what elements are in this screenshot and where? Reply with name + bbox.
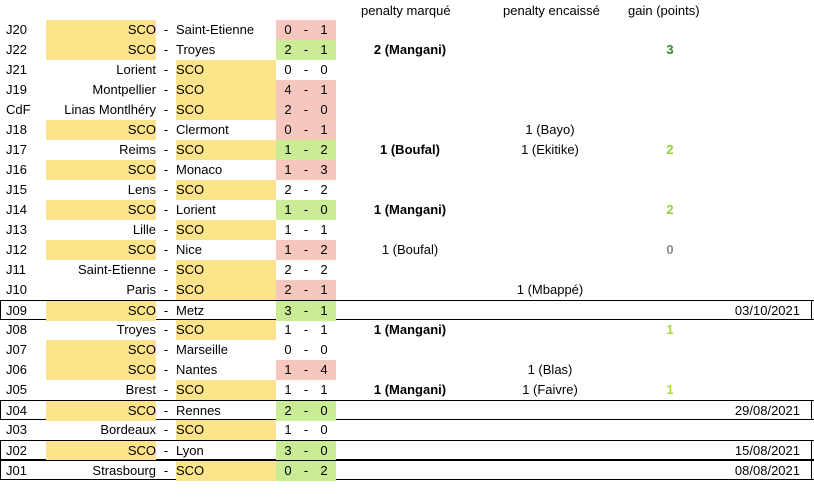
match-date [700,220,800,240]
match-date [700,80,800,100]
score [276,401,336,421]
match-date [700,120,800,140]
penalty-conceded [480,420,620,440]
match-date [700,60,800,80]
home-team: SCO [46,160,156,180]
penalty-conceded [480,461,620,481]
penalty-conceded: 1 (Mbappé) [516,282,584,297]
match-date: 08/08/2021 [734,463,800,478]
score [276,120,336,140]
away-score: 1 [320,282,328,297]
home-score: 2 [284,403,292,418]
away-team: SCO [176,280,276,300]
home-score: 2 [284,102,292,117]
home-score: 3 [284,443,292,458]
home-team: SCO [46,120,156,140]
penalty-scored [340,441,480,461]
team-separator: - [163,82,169,97]
score [276,140,336,160]
table-row [0,20,814,40]
away-team: Saint-Etienne [176,22,255,37]
round-label: J19 [6,82,27,97]
table-row [0,380,814,400]
away-team: SCO [176,260,276,280]
away-score: 1 [320,322,328,337]
score-separator: - [303,362,309,377]
round-label: J11 [6,262,26,277]
home-score: 3 [284,303,292,318]
match-date [700,40,800,60]
away-score: 0 [320,403,328,418]
match-date [700,200,800,220]
match-date [700,100,800,120]
home-team: SCO [46,360,156,380]
penalty-conceded [480,180,620,200]
home-team: SCO [46,401,156,421]
score [276,420,336,440]
team-separator: - [163,282,169,297]
score [276,280,336,300]
score-separator: - [303,282,309,297]
team-separator: - [163,303,169,318]
score-separator: - [303,222,309,237]
home-score: 0 [284,22,292,37]
penalty-scored [340,80,480,100]
home-team: SCO [46,340,156,360]
score-separator: - [303,443,309,458]
team-separator: - [163,42,169,57]
team-separator: - [163,102,169,117]
table-row [0,120,814,140]
home-score: 1 [284,322,292,337]
penalty-scored [340,120,480,140]
away-team: Troyes [176,42,216,57]
table-row [0,180,814,200]
round-label: J02 [6,443,27,458]
away-team: SCO [176,220,276,240]
home-team: Paris [126,282,156,297]
round-label: J04 [6,403,27,418]
table-row [0,140,814,160]
penalty-scored [340,280,480,300]
round-label: J20 [6,22,27,37]
penalty-conceded [480,200,620,220]
points-gain: 2 [666,202,674,217]
round-label: J03 [6,422,27,437]
penalty-scored [340,260,480,280]
penalty-scored [340,220,480,240]
penalty-conceded [480,160,620,180]
home-score: 0 [284,62,292,77]
home-team: SCO [46,40,156,60]
round-label: J21 [6,62,27,77]
table-row [0,320,814,340]
header-gain: gain (points) [628,3,700,18]
score-separator: - [303,182,309,197]
score [276,180,336,200]
penalty-conceded [480,100,620,120]
round-label: J22 [6,42,27,57]
away-team: Monaco [176,162,223,177]
score [276,40,336,60]
round-label: J18 [6,122,27,137]
table-row [0,100,814,120]
table-row [0,440,814,460]
round-label: J06 [6,362,27,377]
score [276,160,336,180]
team-separator: - [163,322,169,337]
table-row [0,300,814,320]
penalty-conceded [480,260,620,280]
away-team: SCO [176,420,276,440]
penalty-scored [340,180,480,200]
penalty-scored [340,100,480,120]
round-label: J01 [6,463,27,478]
table-row [0,60,814,80]
away-team: Marseille [176,342,229,357]
penalty-conceded [480,220,620,240]
match-date [700,240,800,260]
away-score: 1 [320,303,328,318]
home-team: SCO [46,240,156,260]
home-score: 2 [284,42,292,57]
team-separator: - [163,22,169,37]
team-separator: - [163,62,169,77]
away-score: 2 [320,182,328,197]
header-penalty-marque: penalty marqué [361,3,451,18]
away-team: Lorient [176,202,216,217]
home-score: 1 [284,242,292,257]
match-date [700,160,800,180]
score-separator: - [303,382,309,397]
score-separator: - [303,303,309,318]
table-row [0,280,814,300]
penalty-conceded [480,40,620,60]
team-separator: - [163,162,169,177]
home-score: 1 [284,362,292,377]
table-row [0,360,814,380]
match-date [700,180,800,200]
table-row [0,400,814,420]
round-label: J15 [6,182,27,197]
table-row [0,260,814,280]
score-separator: - [303,62,309,77]
away-score: 1 [320,82,328,97]
team-separator: - [163,262,169,277]
penalty-conceded: 1 (Faivre) [522,382,578,397]
points-gain: 0 [666,242,674,257]
home-score: 2 [284,262,292,277]
penalty-scored: 1 (Mangani) [373,322,447,337]
header-penalty-encaisse: penalty encaissé [503,3,600,18]
away-score: 0 [320,342,328,357]
score [276,360,336,380]
away-score: 0 [320,62,328,77]
match-date [700,320,800,340]
penalty-scored: 1 (Boufal) [380,142,440,157]
match-date: 15/08/2021 [734,443,800,458]
away-score: 2 [320,142,328,157]
match-date [700,140,800,160]
away-score: 2 [320,262,328,277]
penalty-conceded: 1 (Bayo) [525,122,575,137]
team-separator: - [163,222,169,237]
home-team: Brest [125,382,156,397]
score-separator: - [303,202,309,217]
table-row [0,340,814,360]
home-team: Lille [132,222,156,237]
round-label: J07 [6,342,27,357]
penalty-scored [340,301,480,321]
team-separator: - [163,182,169,197]
team-separator: - [163,342,169,357]
penalty-conceded [480,301,620,321]
away-team: Nantes [176,362,218,377]
score [276,380,336,400]
team-separator: - [163,382,169,397]
score [276,301,336,321]
score-separator: - [303,82,309,97]
score-separator: - [303,403,309,418]
table-header [0,0,814,20]
away-team: SCO [176,461,276,481]
penalty-scored [340,60,480,80]
match-date [700,280,800,300]
away-team: Metz [176,303,205,318]
away-team: SCO [176,80,276,100]
away-team: SCO [176,60,276,80]
penalty-conceded: 1 (Blas) [527,362,573,377]
score-separator: - [303,122,309,137]
home-score: 4 [284,82,292,97]
round-label: J09 [6,303,27,318]
points-gain: 1 [666,322,674,337]
home-score: 2 [284,182,292,197]
home-team: Bordeaux [100,422,156,437]
table-row [0,460,814,480]
penalty-conceded [480,401,620,421]
away-score: 1 [320,222,328,237]
penalty-conceded [480,60,620,80]
score-separator: - [303,42,309,57]
away-score: 0 [320,422,328,437]
table-row [0,80,814,100]
score [276,220,336,240]
home-team: SCO [46,301,156,321]
away-score: 2 [320,463,328,478]
penalty-scored: 2 (Mangani) [373,42,447,57]
score-separator: - [303,22,309,37]
penalty-scored: 1 (Mangani) [373,382,447,397]
away-score: 0 [320,102,328,117]
score [276,320,336,340]
penalty-scored [340,420,480,440]
home-team: Troyes [116,322,156,337]
away-team: Rennes [176,403,221,418]
home-score: 1 [284,142,292,157]
round-label: J17 [6,142,27,157]
match-date [700,420,800,440]
score [276,60,336,80]
score [276,20,336,40]
score-separator: - [303,142,309,157]
table-row [0,200,814,220]
penalty-scored [340,401,480,421]
away-score: 2 [320,242,328,257]
team-separator: - [163,422,169,437]
away-team: Clermont [176,122,229,137]
round-label: J05 [6,382,27,397]
round-label: J16 [6,162,27,177]
team-separator: - [163,202,169,217]
table-row [0,420,814,440]
penalty-scored [340,160,480,180]
score-separator: - [303,342,309,357]
round-label: J08 [6,322,27,337]
home-score: 0 [284,122,292,137]
penalty-scored [340,360,480,380]
home-score: 0 [284,463,292,478]
score [276,260,336,280]
team-separator: - [163,463,169,478]
home-score: 1 [284,202,292,217]
home-team: Montpellier [92,82,156,97]
table-row [0,240,814,260]
penalty-conceded [480,240,620,260]
home-team: Reims [119,142,156,157]
match-date [700,380,800,400]
score-separator: - [303,102,309,117]
penalty-scored [340,461,480,481]
home-score: 0 [284,342,292,357]
penalty-scored [340,20,480,40]
score [276,461,336,481]
team-separator: - [163,443,169,458]
score-separator: - [303,242,309,257]
points-gain: 1 [666,382,674,397]
away-team: SCO [176,320,276,340]
away-score: 1 [320,122,328,137]
home-team: Strasbourg [92,463,156,478]
match-date: 03/10/2021 [734,303,800,318]
match-date [700,260,800,280]
score [276,100,336,120]
away-score: 0 [320,202,328,217]
score-separator: - [303,162,309,177]
penalty-conceded [480,441,620,461]
points-gain: 3 [666,42,674,57]
team-separator: - [163,403,169,418]
team-separator: - [163,242,169,257]
score [276,200,336,220]
round-label: CdF [6,102,31,117]
away-team: Nice [176,242,203,257]
penalty-conceded: 1 (Ekitike) [521,142,579,157]
round-label: J12 [6,242,27,257]
home-team: SCO [46,441,156,461]
penalty-conceded [480,80,620,100]
penalty-conceded [480,340,620,360]
team-separator: - [163,142,169,157]
match-date [700,360,800,380]
home-score: 1 [284,382,292,397]
table-row [0,160,814,180]
penalty-conceded [480,320,620,340]
home-team: SCO [46,20,156,40]
away-team: SCO [176,100,276,120]
penalty-scored [340,340,480,360]
away-score: 4 [320,362,328,377]
home-score: 1 [284,422,292,437]
score [276,441,336,461]
away-team: SCO [176,180,276,200]
score [276,80,336,100]
away-score: 0 [320,443,328,458]
score [276,340,336,360]
away-team: Lyon [176,443,204,458]
home-team: SCO [46,200,156,220]
away-score: 1 [320,42,328,57]
away-team: SCO [176,380,276,400]
penalty-scored: 1 (Mangani) [373,202,447,217]
home-score: 1 [284,222,292,237]
match-date [700,20,800,40]
points-gain: 2 [666,142,674,157]
home-score: 1 [284,162,292,177]
round-label: J14 [6,202,27,217]
score-separator: - [303,262,309,277]
home-team: Lens [127,182,156,197]
score-separator: - [303,463,309,478]
score-separator: - [303,422,309,437]
round-label: J13 [6,222,27,237]
home-team: Lorient [116,62,156,77]
score-separator: - [303,322,309,337]
home-team: Linas Montlhéry [64,102,156,117]
away-score: 1 [320,382,328,397]
score [276,240,336,260]
team-separator: - [163,122,169,137]
match-date [700,340,800,360]
away-team: SCO [176,140,276,160]
penalty-conceded [480,20,620,40]
home-score: 2 [284,282,292,297]
team-separator: - [163,362,169,377]
away-score: 3 [320,162,328,177]
home-team: Saint-Etienne [77,262,156,277]
table-row [0,40,814,60]
round-label: J10 [6,282,27,297]
away-score: 1 [320,22,328,37]
match-date: 29/08/2021 [734,403,800,418]
table-row [0,220,814,240]
penalty-scored: 1 (Boufal) [381,242,439,257]
